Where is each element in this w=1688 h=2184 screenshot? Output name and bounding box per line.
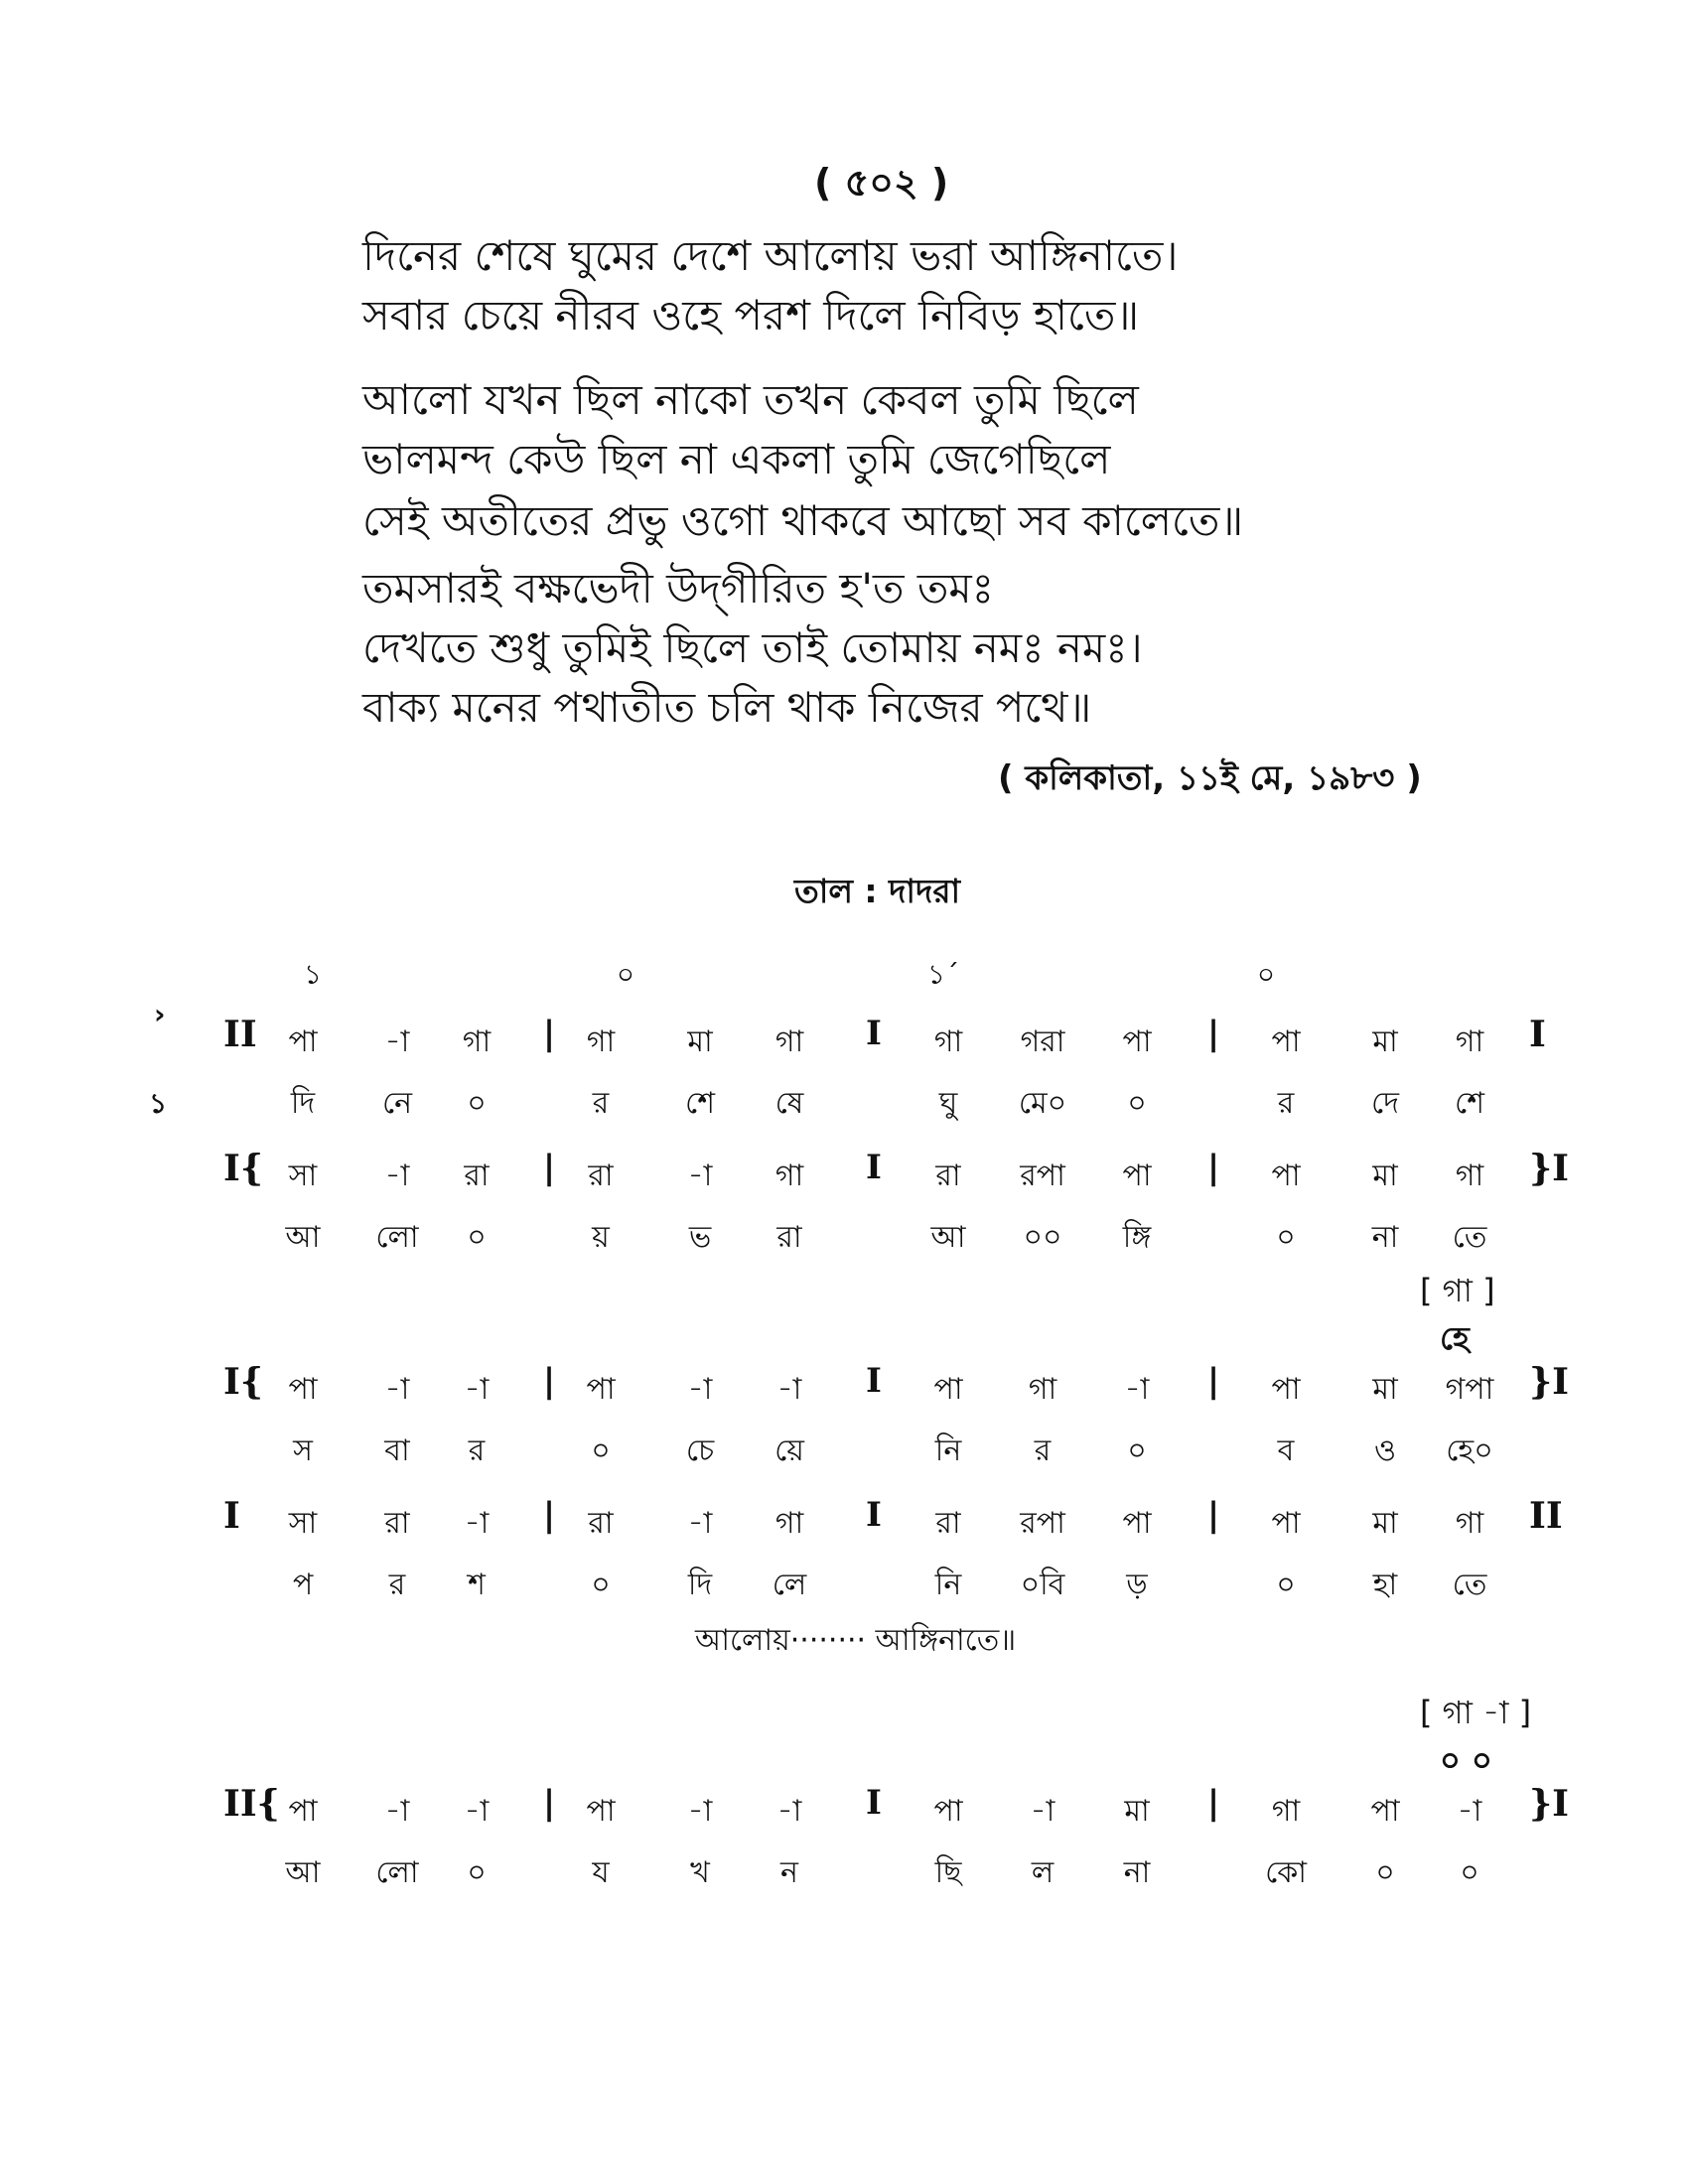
lyric-syllable: লো (375, 1220, 419, 1255)
note: গা (1455, 1506, 1484, 1541)
refrain-text: আলোয়········ আঙ্গিনাতে॥ (695, 1623, 1017, 1658)
note: -া (464, 1372, 490, 1407)
note: পা (1370, 1794, 1400, 1829)
tala-heading: তাল : দাদরা (794, 872, 961, 910)
lyric-syllable: বা (384, 1433, 410, 1468)
lyric-syllable: আ (285, 1220, 321, 1255)
barline: | (542, 1495, 556, 1535)
note: পা (288, 1024, 318, 1059)
note: পা (1271, 1506, 1301, 1541)
lyric-syllable: ঙ্গি (1122, 1220, 1152, 1255)
note: মা (1372, 1506, 1398, 1541)
lyric-syllable: শ (468, 1568, 486, 1602)
barline: | (542, 1783, 556, 1823)
beat-mark: ০ (1256, 958, 1276, 991)
note: রা (935, 1159, 961, 1193)
lyric-syllable: তে (1452, 1220, 1487, 1255)
lyric-syllable: দি (290, 1086, 316, 1121)
lyric-syllable: ০ (1127, 1433, 1147, 1468)
note: -া (776, 1372, 802, 1407)
note: গা (1455, 1024, 1484, 1059)
lyric-syllable: ষে (774, 1086, 804, 1121)
note: -া (464, 1794, 490, 1829)
lyric-syllable: মে০ (1018, 1086, 1067, 1121)
lyric-syllable: না (1371, 1220, 1399, 1255)
poem-line: ভালমন্দ কেউ ছিল না একলা তুমি জেগেছিলে (362, 435, 1111, 483)
end-barline: I (1529, 1014, 1546, 1055)
note: রপা (1020, 1159, 1065, 1193)
barline: | (1206, 1148, 1220, 1187)
note: -া (384, 1794, 410, 1829)
start-barline: I{ (223, 1148, 263, 1189)
lyric-syllable: য (592, 1855, 610, 1890)
page-number: ( ৫০২ ) (814, 161, 949, 205)
note: -া (687, 1372, 713, 1407)
lyric-syllable: ০ (1460, 1855, 1479, 1890)
note: পা (288, 1372, 318, 1407)
start-barline: I{ (223, 1361, 263, 1403)
end-barline: }I (1529, 1148, 1569, 1189)
lyric-syllable: ০ (1127, 1086, 1147, 1121)
dateline: ( কলিকাতা, ১১ই মে, ১৯৮৩ ) (998, 758, 1422, 798)
end-barline: }I (1529, 1361, 1569, 1403)
lyric-syllable: নে (381, 1086, 413, 1121)
end-barline: II (1529, 1495, 1563, 1537)
lyric-syllable: ও (1373, 1433, 1397, 1468)
note: পা (586, 1372, 616, 1407)
lyric-syllable: রা (776, 1220, 802, 1255)
note: রা (384, 1506, 410, 1541)
note: গা (1271, 1794, 1301, 1829)
poem-line: আলো যখন ছিল নাকো তখন কেবল তুমি ছিলে (362, 375, 1139, 424)
lyric-syllable: ০ (591, 1568, 611, 1602)
lyric-syllable: ০ (467, 1220, 487, 1255)
barline: I (866, 1148, 882, 1187)
lyric-syllable: লো (375, 1855, 419, 1890)
note: পা (1271, 1024, 1301, 1059)
lyric-syllable: য় (592, 1220, 610, 1255)
lyric-syllable: দে (1371, 1086, 1399, 1121)
lyric-syllable: চে (685, 1433, 715, 1468)
lyric-syllable: য়ে (774, 1433, 804, 1468)
note: পা (1122, 1506, 1152, 1541)
note: -া (1457, 1794, 1482, 1829)
lyric-syllable: ব (1277, 1433, 1295, 1468)
note: মা (1372, 1024, 1398, 1059)
lyric-syllable: তে (1452, 1568, 1487, 1602)
side-mark: ১ (149, 1087, 168, 1120)
note: মা (687, 1024, 713, 1059)
note: গপা (1445, 1372, 1494, 1407)
note: পা (1122, 1159, 1152, 1193)
lyric-syllable: ন (780, 1855, 798, 1890)
note: গা (462, 1024, 492, 1059)
lyric-syllable: ০ (467, 1086, 487, 1121)
note: পা (933, 1372, 963, 1407)
note: রা (588, 1159, 614, 1193)
barline: | (542, 1014, 556, 1053)
side-mark: › (154, 998, 166, 1030)
note: সা (288, 1159, 318, 1193)
lyric-syllable: ভ (688, 1220, 712, 1255)
start-barline: II{ (223, 1783, 280, 1825)
note: -া (687, 1794, 713, 1829)
note: পা (1271, 1159, 1301, 1193)
note: রপা (1020, 1506, 1065, 1541)
note: -া (687, 1159, 713, 1193)
note: -া (384, 1024, 410, 1059)
note: পা (288, 1794, 318, 1829)
lyric-syllable: লে (772, 1568, 807, 1602)
lyric-syllable: ০বি (1020, 1568, 1065, 1602)
beat-mark: ১´ (926, 958, 960, 991)
lyric-syllable: ০ (467, 1855, 487, 1890)
poem-line: দেখতে শুধু তুমিই ছিলে তাই তোমায় নমঃ নমঃ। (362, 623, 1143, 672)
note: সা (288, 1506, 318, 1541)
beat-mark: ১ (303, 958, 323, 991)
poem-line: বাক্য মনের পথাতীত চলি থাক নিজের পথে॥ (362, 683, 1092, 732)
poem-line: দিনের শেষে ঘুমের দেশে আলোয় ভরা আঙ্গিনাতে। (362, 231, 1179, 280)
lyric-syllable: শে (685, 1086, 715, 1121)
lyric-syllable: নি (934, 1568, 962, 1602)
variant-note: [ গা -া ] (1420, 1694, 1532, 1731)
lyric-syllable: হে০ (1446, 1433, 1493, 1468)
lyric-syllable: র (1277, 1086, 1295, 1121)
beat-mark: ০ (616, 958, 635, 991)
barline: I (866, 1014, 882, 1053)
note: -া (384, 1372, 410, 1407)
note: গা (1455, 1159, 1484, 1193)
lyric-syllable: র (592, 1086, 610, 1121)
lyric-syllable: নি (934, 1433, 962, 1468)
lyric-syllable: র (468, 1433, 486, 1468)
note: -া (464, 1506, 490, 1541)
note: গরা (1020, 1024, 1065, 1059)
lyric-syllable: ০ (1276, 1568, 1296, 1602)
note: পা (1271, 1372, 1301, 1407)
lyric-syllable: ০ (591, 1433, 611, 1468)
note: মা (1124, 1794, 1150, 1829)
note: রা (935, 1506, 961, 1541)
lyric-syllable: র (388, 1568, 406, 1602)
note: পা (586, 1794, 616, 1829)
barline: | (1206, 1495, 1220, 1535)
barline: I (866, 1495, 882, 1535)
barline: | (542, 1148, 556, 1187)
start-barline: II (223, 1014, 257, 1055)
poem-line: সবার চেয়ে নীরব ওহে পরশ দিলে নিবিড় হাতে॥ (362, 291, 1140, 340)
lyric-syllable: আ (285, 1855, 321, 1890)
note: মা (1372, 1159, 1398, 1193)
lyric-syllable: ছি (934, 1855, 962, 1890)
barline: | (542, 1361, 556, 1401)
note: রা (464, 1159, 490, 1193)
lyric-syllable: আ (930, 1220, 966, 1255)
lyric-syllable: ০ (1276, 1220, 1296, 1255)
note: গা (933, 1024, 963, 1059)
note: -া (384, 1159, 410, 1193)
lyric-syllable: না (1123, 1855, 1151, 1890)
variant-lyric: ০ ০ (1440, 1741, 1492, 1779)
lyric-syllable: দি (687, 1568, 713, 1602)
barline: | (1206, 1014, 1220, 1053)
lyric-syllable: প (292, 1568, 314, 1602)
note: -া (687, 1506, 713, 1541)
end-barline: }I (1529, 1783, 1569, 1825)
variant-lyric: হে (1440, 1319, 1470, 1357)
poem-line: সেই অতীতের প্রভু ওগো থাকবে আছো সব কালেতে॥ (362, 496, 1244, 545)
lyric-syllable: ০০ (1023, 1220, 1062, 1255)
variant-note: [ গা ] (1420, 1272, 1495, 1309)
lyric-syllable: খ (690, 1855, 710, 1890)
note: -া (776, 1794, 802, 1829)
note: পা (933, 1794, 963, 1829)
lyric-syllable: কো (1265, 1855, 1307, 1890)
note: গা (586, 1024, 616, 1059)
start-barline: I (223, 1495, 240, 1537)
lyric-syllable: ঘু (938, 1086, 958, 1121)
note: গা (774, 1506, 804, 1541)
note: -া (1030, 1794, 1055, 1829)
poem-line: তমসারই বক্ষভেদী উদ্‌গীরিত হ'ত তমঃ (362, 564, 995, 613)
barline: I (866, 1361, 882, 1401)
note: গা (774, 1024, 804, 1059)
note: মা (1372, 1372, 1398, 1407)
lyric-syllable: স (293, 1433, 313, 1468)
lyric-syllable: র (1034, 1433, 1052, 1468)
barline: | (1206, 1361, 1220, 1401)
note: গা (1028, 1372, 1057, 1407)
note: -া (1124, 1372, 1150, 1407)
note: রা (588, 1506, 614, 1541)
barline: | (1206, 1783, 1220, 1823)
lyric-syllable: শে (1455, 1086, 1484, 1121)
lyric-syllable: ০ (1375, 1855, 1395, 1890)
lyric-syllable: হা (1372, 1568, 1398, 1602)
barline: I (866, 1783, 882, 1823)
note: গা (774, 1159, 804, 1193)
lyric-syllable: ড় (1126, 1568, 1148, 1602)
lyric-syllable: ল (1031, 1855, 1055, 1890)
note: পা (1122, 1024, 1152, 1059)
